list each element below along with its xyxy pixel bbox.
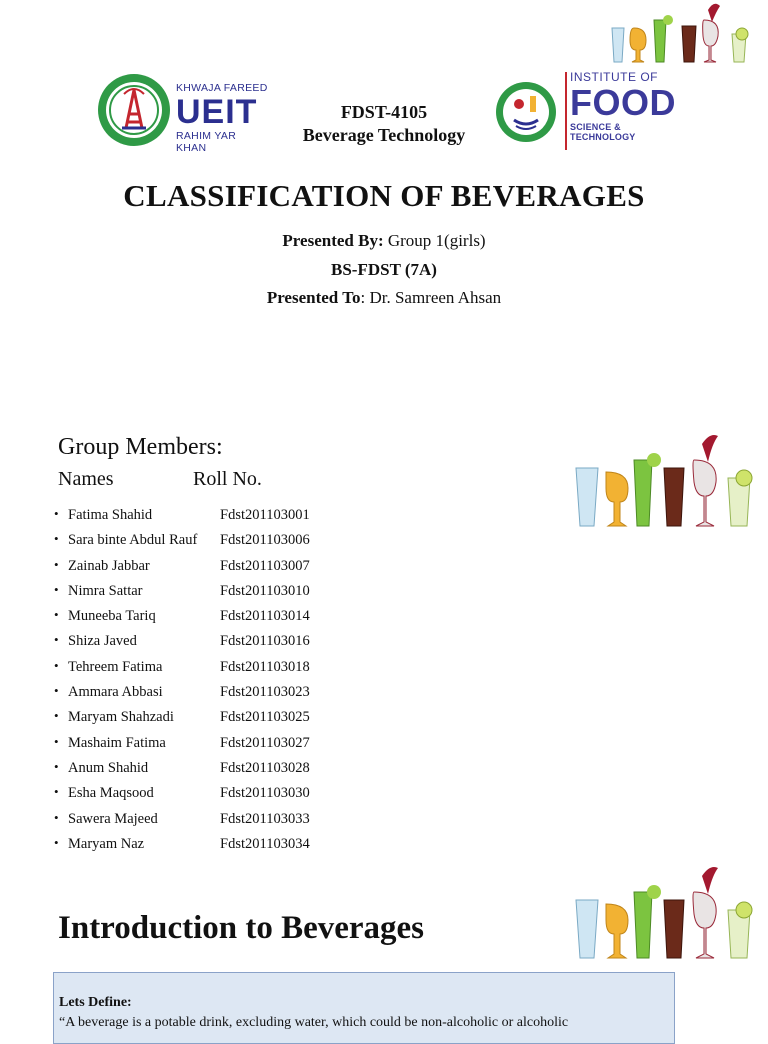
bullet-icon: • (54, 607, 59, 623)
member-name: Shiza Javed (68, 633, 137, 650)
member-name: Maryam Shahzadi (68, 709, 174, 726)
list-item (54, 707, 374, 732)
list-item (54, 783, 374, 808)
food-logo-text (570, 70, 676, 142)
list-item (54, 758, 374, 783)
program: BS-FDST (7A) (331, 260, 437, 279)
bullet-icon: • (54, 758, 59, 774)
group-members-heading: Group Members: (58, 434, 223, 460)
member-roll: Fdst201103007 (220, 557, 310, 574)
food-logo-divider (565, 72, 567, 150)
food-line1: INSTITUTE OF (570, 70, 658, 84)
member-roll: Fdst201103025 (220, 709, 310, 726)
member-roll: Fdst201103006 (220, 532, 310, 549)
presented-by-value: Group 1(girls) (383, 231, 486, 250)
presented-to-value: : Dr. Samreen Ahsan (360, 288, 502, 307)
member-roll: Fdst201103016 (220, 633, 310, 650)
member-name: Sara binte Abdul Rauf (68, 532, 198, 549)
definition-text: “A beverage is a potable drink, excluding water, which could be non-alcoholic or alcoholic (59, 1015, 569, 1030)
roll-column-header: Roll No. (193, 468, 262, 490)
list-item (54, 505, 374, 530)
definition-box (53, 972, 675, 1044)
member-roll: Fdst201103030 (220, 785, 310, 802)
bullet-icon: • (54, 784, 59, 800)
drinks-illustration-bottom (572, 864, 762, 964)
member-name: Mashaim Fatima (68, 734, 166, 751)
course-code: FDST-4105 (340, 102, 428, 122)
ueit-line3: RAHIM YAR KHAN (176, 130, 237, 154)
ueit-logo-text (176, 70, 268, 154)
presented-to (0, 288, 768, 308)
ueit-logo-icon (96, 70, 172, 152)
food-line2: FOOD (570, 82, 676, 123)
definition-label: Lets Define: (59, 995, 132, 1010)
food-line3: SCIENCE & TECHNOLOGY (570, 122, 636, 142)
food-institute-logo-icon (494, 70, 562, 154)
ueit-logo (96, 70, 268, 152)
bullet-icon: • (54, 531, 59, 547)
course-name: Beverage Technology (302, 125, 466, 145)
member-roll: Fdst201103027 (220, 734, 310, 751)
course-info (270, 102, 498, 146)
list-item (54, 733, 374, 758)
bullet-icon: • (54, 733, 59, 749)
intro-heading: Introduction to Beverages (58, 910, 425, 946)
list-item (54, 530, 374, 555)
ueit-line1: KHWAJA FAREED (176, 82, 268, 94)
member-name: Fatima Shahid (68, 507, 153, 523)
bullet-icon: • (54, 683, 59, 699)
member-roll: Fdst201103001 (220, 507, 310, 523)
member-roll: Fdst201103034 (220, 835, 310, 852)
food-institute-logo (494, 70, 676, 154)
member-name: Esha Maqsood (68, 785, 154, 802)
bullet-icon: • (54, 632, 59, 648)
member-roll: Fdst201103028 (220, 759, 310, 776)
bullet-icon: • (54, 657, 59, 673)
drinks-illustration-middle (572, 432, 762, 532)
list-item (54, 606, 374, 631)
bullet-icon: • (54, 708, 59, 724)
drinks-icon (576, 867, 752, 958)
list-item (54, 809, 374, 834)
bullet-icon: • (54, 834, 59, 850)
list-item (54, 581, 374, 606)
presented-by (0, 231, 768, 251)
member-name: Tehreem Fatima (68, 658, 163, 675)
member-roll: Fdst201103023 (220, 684, 310, 701)
list-item (54, 682, 374, 707)
page-title: CLASSIFICATION OF BEVERAGES (123, 178, 645, 213)
member-name: Maryam Naz (68, 835, 145, 852)
drinks-icon (612, 4, 748, 62)
member-name: Ammara Abbasi (68, 684, 163, 701)
member-name: Nimra Sattar (68, 582, 143, 599)
member-roll: Fdst201103010 (220, 582, 310, 599)
member-roll: Fdst201103018 (220, 658, 310, 675)
list-item (54, 556, 374, 581)
list-item (54, 657, 374, 682)
presented-by-label: Presented By: (282, 231, 384, 250)
list-item (54, 834, 374, 859)
member-roll: Fdst201103033 (220, 810, 310, 827)
member-roll: Fdst201103014 (220, 608, 310, 625)
bullet-icon: • (54, 506, 59, 521)
bullet-icon: • (54, 809, 59, 825)
drinks-icon (576, 435, 752, 526)
names-column-header: Names (58, 468, 114, 490)
bullet-icon: • (54, 556, 59, 572)
member-name: Anum Shahid (68, 759, 149, 776)
members-list (54, 505, 374, 859)
bullet-icon: • (54, 581, 59, 597)
drinks-illustration-top (604, 0, 754, 68)
member-name: Muneeba Tariq (68, 608, 156, 625)
ueit-line2: UEIT (176, 93, 258, 131)
presented-to-label: Presented To (266, 288, 361, 307)
list-item (54, 631, 374, 656)
member-name: Zainab Jabbar (68, 557, 150, 574)
member-name: Sawera Majeed (68, 810, 158, 827)
